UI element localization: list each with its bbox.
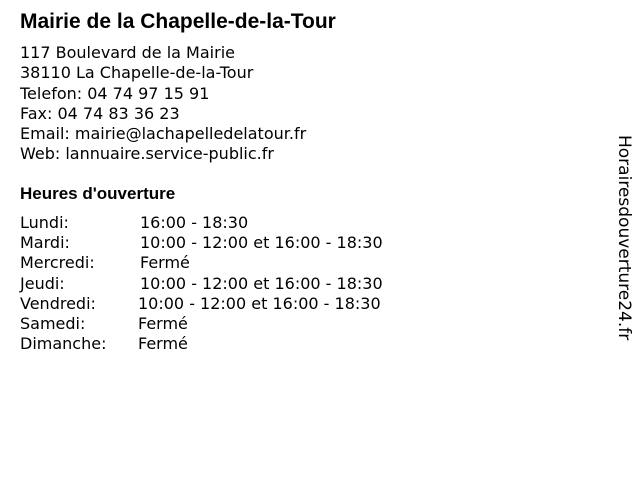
hours-heading: Heures d'ouverture (20, 184, 176, 203)
time-value: Fermé (138, 313, 188, 333)
day-label: Lundi: (20, 213, 69, 232)
time-value: 16:00 - 18:30 (140, 213, 249, 232)
time-value: Fermé (138, 334, 188, 354)
contact-block (20, 43, 306, 165)
address-city: 38110 La Chapelle-de-la-Tour (20, 63, 254, 83)
phone-number: Telefon: 04 74 97 15 91 (20, 83, 210, 103)
time-value: 10:00 - 12:00 et 16:00 - 18:30 (140, 273, 383, 293)
side-brand-label: Horairesdouverture24.fr (614, 135, 634, 341)
day-label: Jeudi: (20, 273, 65, 293)
day-label: Mardi: (20, 233, 70, 253)
day-label: Mercredi: (20, 253, 95, 273)
address-street: 117 Boulevard de la Mairie (20, 43, 235, 62)
website: Web: lannuaire.service-public.fr (20, 144, 274, 164)
email-address: Email: mairie@lachapelledelatour.fr (20, 124, 307, 144)
time-value: 10:00 - 12:00 et 16:00 - 18:30 (138, 293, 381, 313)
time-value: Fermé (140, 253, 190, 273)
day-label: Vendredi: (20, 293, 96, 313)
fax-number: Fax: 04 74 83 36 23 (20, 103, 180, 123)
page-title: Mairie de la Chapelle-de-la-Tour (20, 10, 336, 33)
day-label: Samedi: (20, 313, 86, 333)
day-label: Dimanche: (20, 334, 107, 354)
time-value: 10:00 - 12:00 et 16:00 - 18:30 (140, 233, 383, 253)
